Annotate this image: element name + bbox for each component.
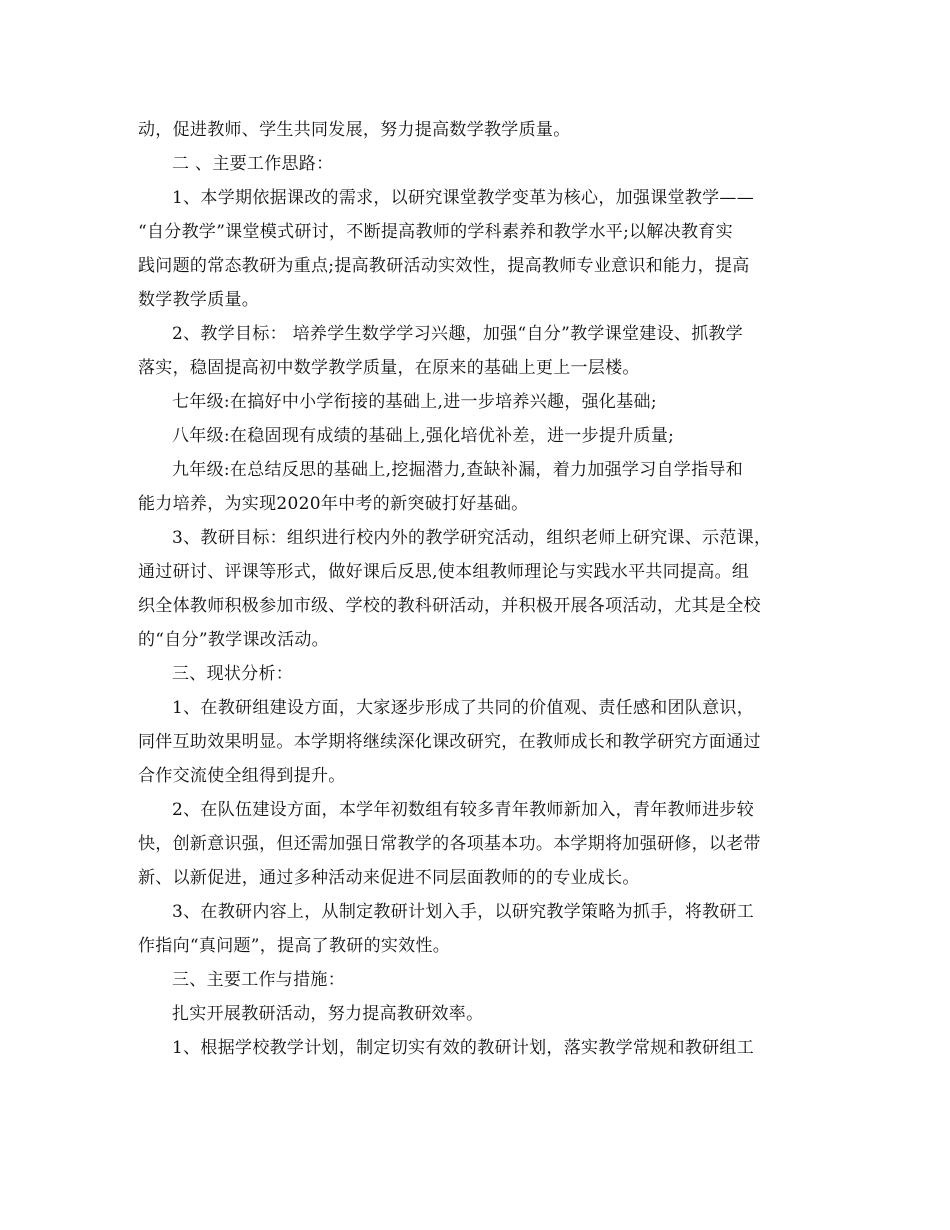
text-line: 践问题的常态教研为重点;提高教研活动实效性，提高教师专业意识和能力，提高 xyxy=(138,256,750,276)
text-line: 同伴互助效果明显。本学期将继续深化课改研究，在教师成长和教学研究方面通过 xyxy=(138,732,761,752)
text-line: 扎实开展教研活动，努力提高教研效率。 xyxy=(172,1004,484,1024)
text-line: 3、教研目标：组织进行校内外的教学研究活动，组织老师上研究课、示范课， xyxy=(172,528,772,548)
text-line: 七年级:在搞好中小学衔接的基础上,进一步培养兴趣，强化基础; xyxy=(172,392,657,412)
text-line: 合作交流使全组得到提升。 xyxy=(138,766,346,786)
text-line: 能力培养，为实现2020年中考的新突破打好基础。 xyxy=(138,494,529,514)
text-line: 八年级:在稳固现有成绩的基础上,强化培优补差，进一步提升质量; xyxy=(172,426,675,446)
text-line: “自分教学”课堂模式研讨，不断提高教师的学科素养和教学水平;以解决教育实 xyxy=(138,222,733,242)
text-line: 数学教学质量。 xyxy=(138,290,260,310)
text-line: 三、现状分析： xyxy=(172,664,294,684)
text-line: 作指向“真问题”，提高了教研的实效性。 xyxy=(138,936,451,956)
text-line: 三、主要工作与措施： xyxy=(172,970,345,990)
text-line: 九年级:在总结反思的基础上,挖掘潜力,查缺补漏，着力加强学习自学指导和 xyxy=(172,460,744,480)
text-line: 动，促进教师、学生共同发展，努力提高数学教学质量。 xyxy=(138,120,571,140)
text-line: 织全体教师积极参加市级、学校的教科研活动，并积极开展各项活动，尤其是全校 xyxy=(138,596,761,616)
text-line: 二 、主要工作思路： xyxy=(172,154,334,174)
text-line: 快，创新意识强，但还需加强日常教学的各项基本功。本学期将加强研修，以老带 xyxy=(138,834,761,854)
text-line: 新、以新促进，通过多种活动来促进不同层面教师的的专业成长。 xyxy=(138,868,640,888)
text-line: 1、根据学校教学计划，制定切实有效的教研计划，落实教学常规和教研组工 xyxy=(172,1038,755,1058)
text-line: 1、在教研组建设方面，大家逐步形成了共同的价值观、责任感和团队意识， xyxy=(172,698,755,718)
text-line: 的“自分”教学课改活动。 xyxy=(138,630,329,650)
text-line: 1、本学期依据课改的需求，以研究课堂教学变革为核心，加强课堂教学—— xyxy=(172,188,755,208)
document-body xyxy=(138,113,814,1065)
text-line: 2、在队伍建设方面，本学年初数组有较多青年教师新加入，青年教师进步较 xyxy=(172,800,755,820)
text-line: 落实，稳固提高初中数学教学质量，在原来的基础上更上一层楼。 xyxy=(138,358,640,378)
text-line: 3、在教研内容上，从制定教研计划入手，以研究教学策略为抓手，将教研工 xyxy=(172,902,755,922)
text-line: 通过研讨、评课等形式，做好课后反思,使本组教师理论与实践水平共同提高。组 xyxy=(138,562,750,582)
text-line: 2、教学目标： 培养学生数学学习兴趣，加强“自分”教学课堂建设、抓教学 xyxy=(172,324,744,344)
